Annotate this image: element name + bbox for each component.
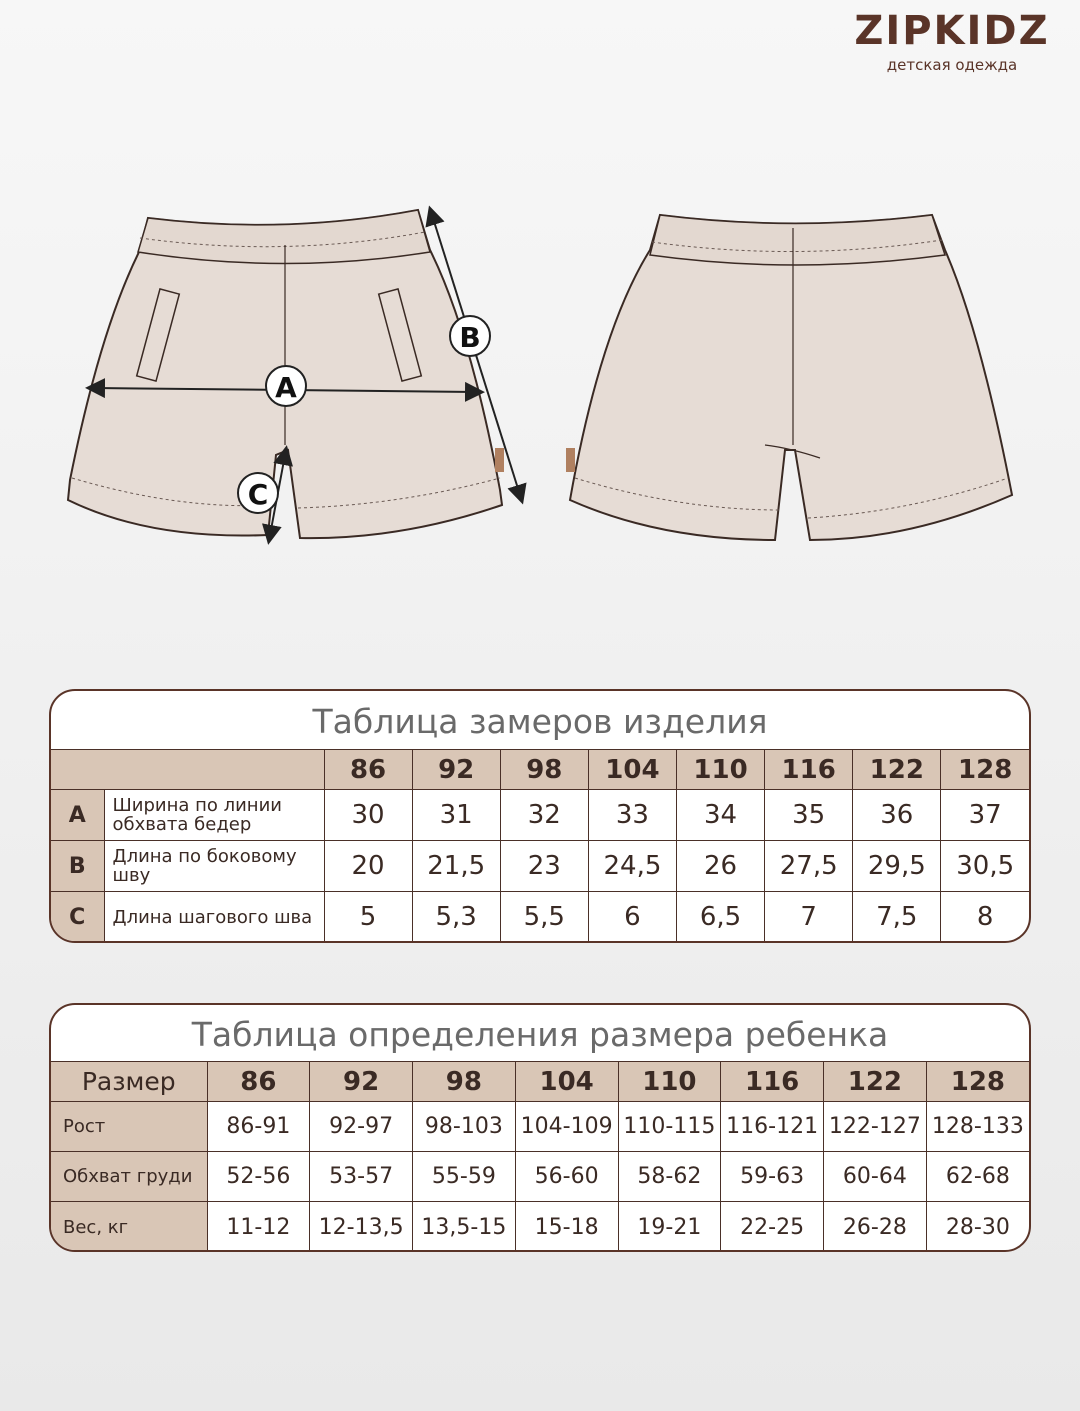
measurement-table-card (49, 689, 1031, 943)
shorts-front (68, 210, 520, 538)
table-cell: 5,5 (500, 892, 588, 943)
label-c: C (247, 478, 269, 511)
measurement-header-row (51, 750, 1029, 790)
measurement-table-title: Таблица замеров изделия (312, 702, 768, 741)
table-cell: 22-25 (721, 1202, 824, 1253)
size-table (51, 1061, 1029, 1252)
measurement-table (51, 749, 1029, 943)
size-header: 92 (412, 750, 500, 790)
table-cell: 32 (500, 790, 588, 841)
table-cell: 24,5 (588, 841, 676, 892)
table-cell: 116-121 (721, 1102, 824, 1152)
table-cell: 37 (941, 790, 1029, 841)
size-header: 98 (413, 1062, 516, 1102)
table-cell: 35 (765, 790, 853, 841)
label-a: A (275, 371, 297, 404)
size-header: 92 (310, 1062, 413, 1102)
size-header: 104 (588, 750, 676, 790)
size-header-label: Размер (51, 1062, 207, 1102)
table-cell: 5,3 (412, 892, 500, 943)
size-header: 122 (853, 750, 941, 790)
table-cell: 12-13,5 (310, 1202, 413, 1253)
size-header: 86 (324, 750, 412, 790)
table-cell: 19-21 (618, 1202, 721, 1253)
table-cell: 11-12 (207, 1202, 310, 1253)
table-cell: 34 (677, 790, 765, 841)
size-header: 116 (721, 1062, 824, 1102)
size-header: 110 (618, 1062, 721, 1102)
table-cell: 62-68 (926, 1152, 1029, 1202)
size-header: 122 (824, 1062, 927, 1102)
table-cell: 128-133 (926, 1102, 1029, 1152)
size-header: 128 (926, 1062, 1029, 1102)
table-cell: 55-59 (413, 1152, 516, 1202)
table-cell: 21,5 (412, 841, 500, 892)
table-cell: 6,5 (677, 892, 765, 943)
table-cell: 29,5 (853, 841, 941, 892)
row-label: Ширина по линии обхвата бедер (104, 790, 324, 841)
table-cell: 31 (412, 790, 500, 841)
row-letter: C (51, 892, 104, 943)
row-label: Обхват груди (51, 1152, 207, 1202)
table-cell: 52-56 (207, 1152, 310, 1202)
row-letter: A (51, 790, 104, 841)
table-cell: 6 (588, 892, 676, 943)
table-cell: 23 (500, 841, 588, 892)
logo-tagline: детская одежда (886, 56, 1018, 74)
table-cell: 7,5 (853, 892, 941, 943)
table-row (51, 841, 1029, 892)
logo-wordmark: ZIPKIDZ (854, 8, 1050, 54)
table-cell: 27,5 (765, 841, 853, 892)
table-cell: 122-127 (824, 1102, 927, 1152)
table-row (51, 1152, 1029, 1202)
table-cell: 7 (765, 892, 853, 943)
size-header: 110 (677, 750, 765, 790)
table-cell: 20 (324, 841, 412, 892)
size-header: 86 (207, 1062, 310, 1102)
table-cell: 30 (324, 790, 412, 841)
table-cell: 26-28 (824, 1202, 927, 1253)
table-cell: 28-30 (926, 1202, 1029, 1253)
table-cell: 15-18 (515, 1202, 618, 1253)
row-letter: B (51, 841, 104, 892)
table-row (51, 1102, 1029, 1152)
size-header: 98 (500, 750, 588, 790)
table-row (51, 892, 1029, 943)
size-table-card (49, 1003, 1031, 1252)
table-cell: 5 (324, 892, 412, 943)
size-header: 116 (765, 750, 853, 790)
table-row (51, 1202, 1029, 1253)
table-cell: 92-97 (310, 1102, 413, 1152)
row-label: Длина по боковому шву (104, 841, 324, 892)
size-header: 104 (515, 1062, 618, 1102)
table-cell: 110-115 (618, 1102, 721, 1152)
table-cell: 58-62 (618, 1152, 721, 1202)
table-cell: 33 (588, 790, 676, 841)
table-cell: 53-57 (310, 1152, 413, 1202)
size-header-row (51, 1062, 1029, 1102)
table-cell: 104-109 (515, 1102, 618, 1152)
table-cell: 13,5-15 (413, 1202, 516, 1253)
table-cell: 98-103 (413, 1102, 516, 1152)
size-table-title: Таблица определения размера ребенка (191, 1015, 889, 1054)
measurement-header-blank (51, 750, 324, 790)
row-label: Вес, кг (51, 1202, 207, 1253)
size-header: 128 (941, 750, 1029, 790)
row-label: Длина шагового шва (104, 892, 324, 943)
table-cell: 26 (677, 841, 765, 892)
table-cell: 86-91 (207, 1102, 310, 1152)
table-cell: 56-60 (515, 1152, 618, 1202)
table-cell: 36 (853, 790, 941, 841)
table-row (51, 790, 1029, 841)
shorts-diagram (0, 190, 1080, 570)
table-cell: 8 (941, 892, 1029, 943)
table-cell: 30,5 (941, 841, 1029, 892)
table-cell: 59-63 (721, 1152, 824, 1202)
table-cell: 60-64 (824, 1152, 927, 1202)
row-label: Рост (51, 1102, 207, 1152)
brand-logo (852, 8, 1052, 74)
label-b: B (459, 321, 481, 354)
shorts-back (566, 215, 1012, 540)
